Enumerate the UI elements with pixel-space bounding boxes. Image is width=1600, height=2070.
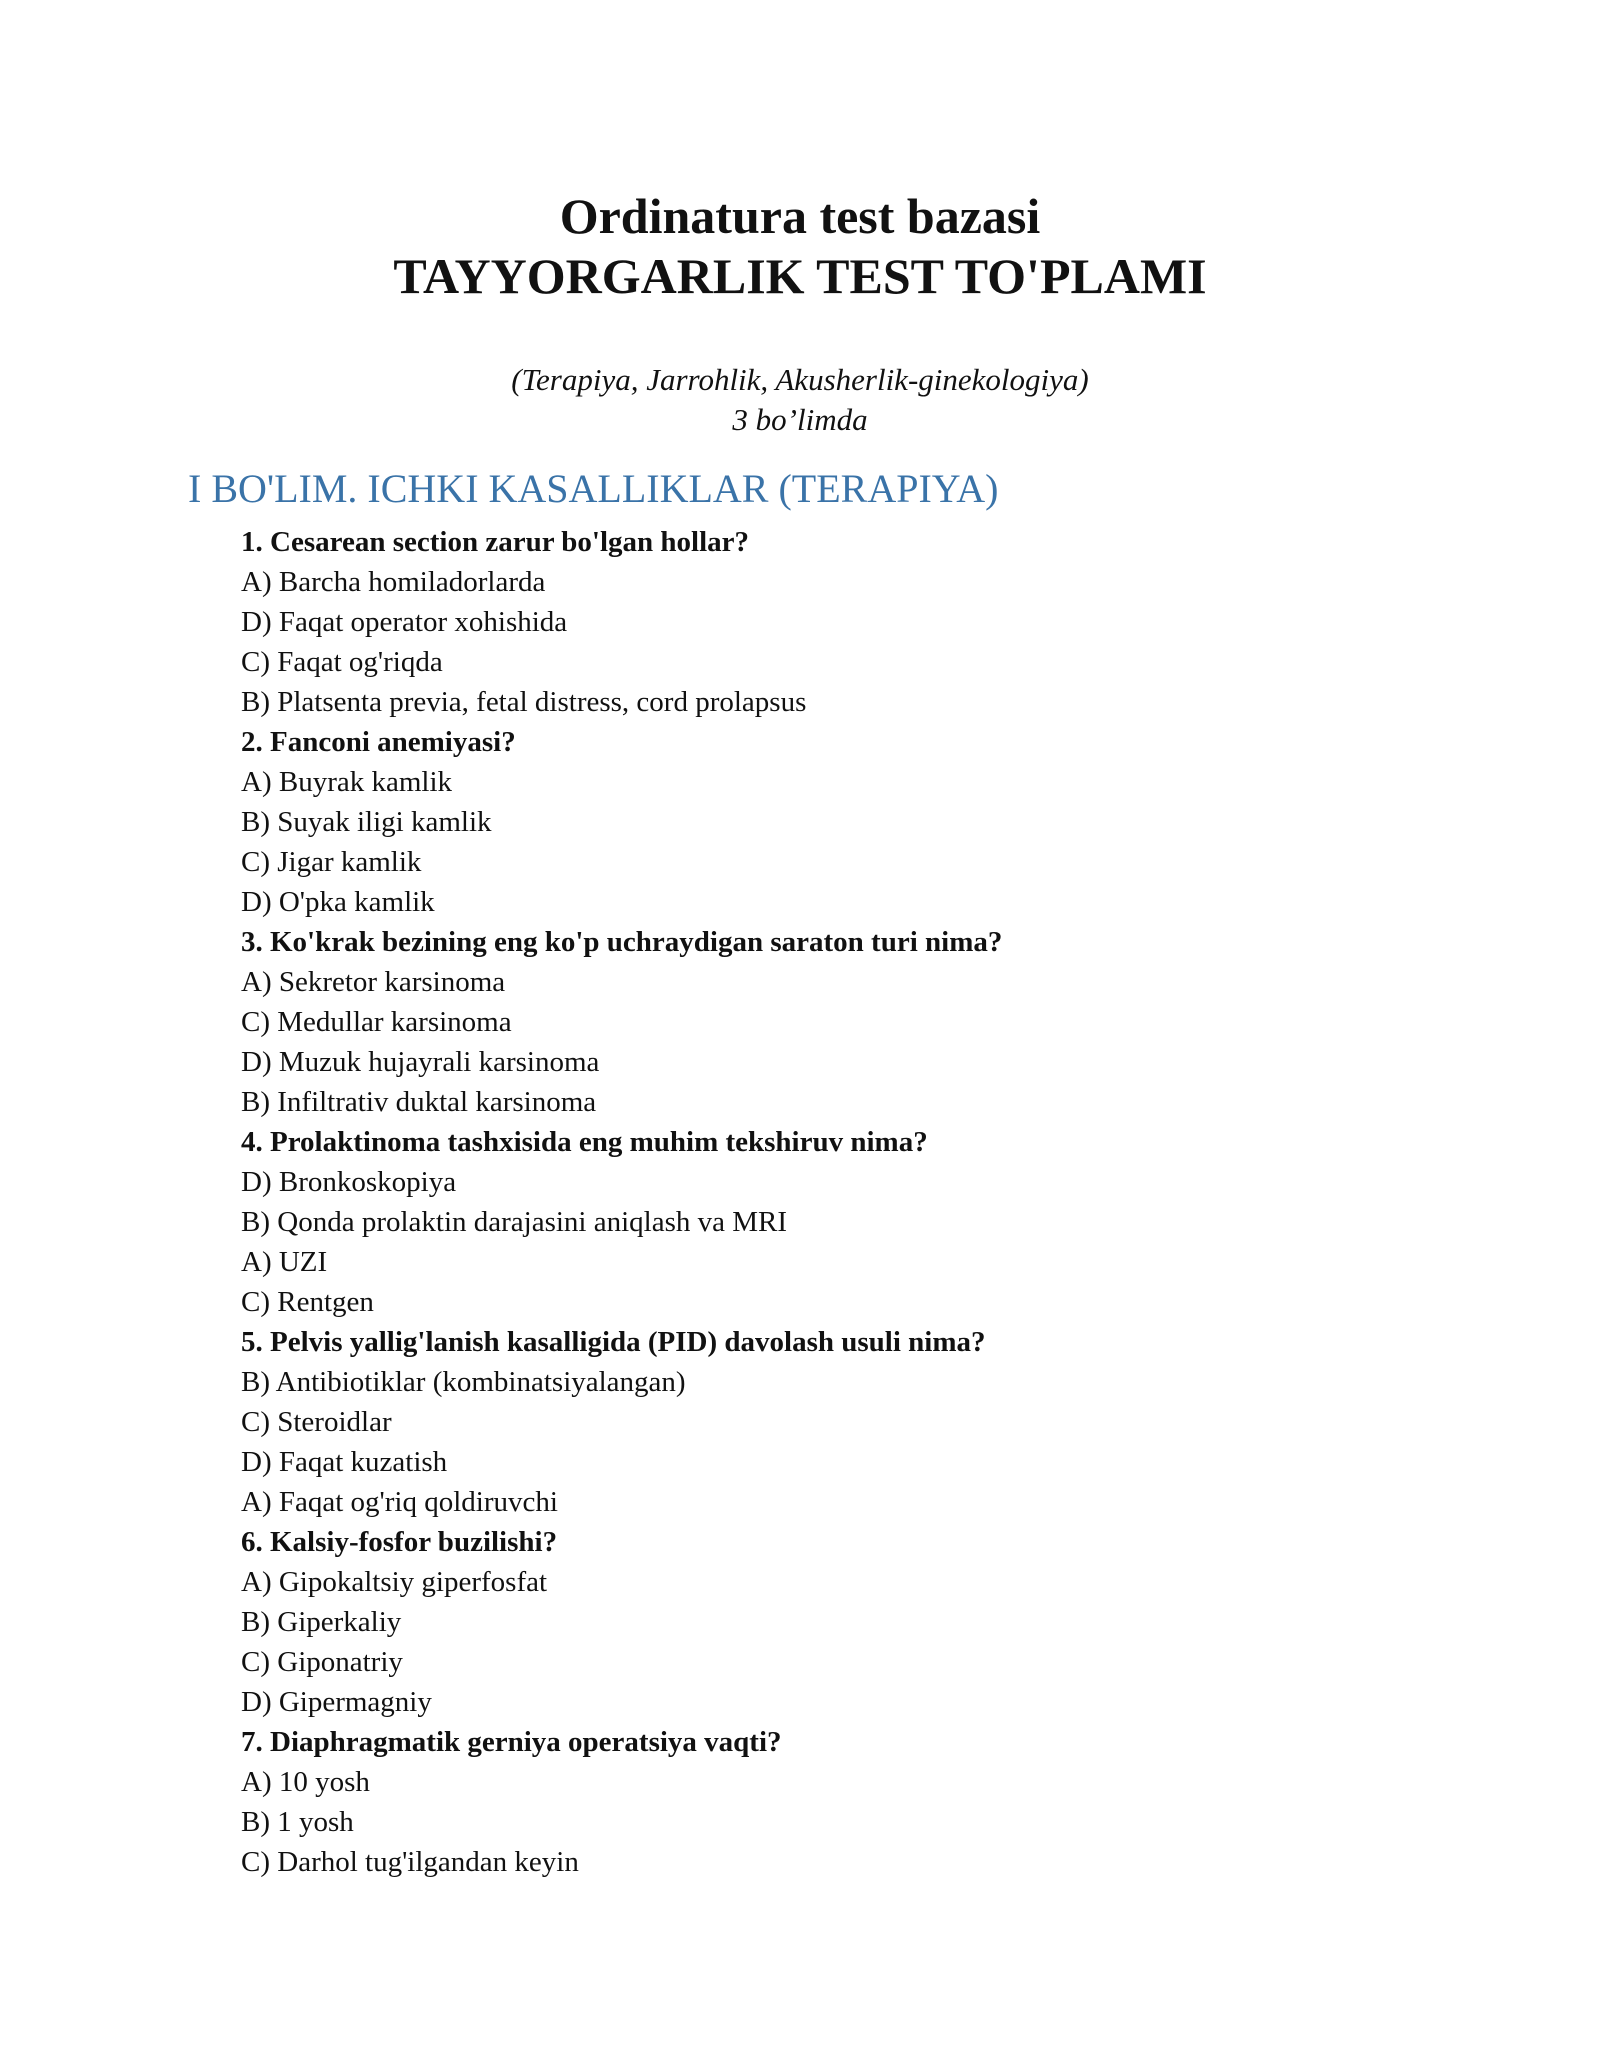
question-7: [241, 1722, 1441, 1882]
answer-option: D) Bronkoskopiya: [241, 1166, 457, 1198]
question-1: [241, 522, 1441, 722]
question-text: 5. Pelvis yallig'lanish kasalligida (PID) davolash usuli nima?: [241, 1326, 986, 1358]
section-heading: I BO'LIM. ICHKI KASALLIKLAR (TERAPIYA): [188, 466, 999, 511]
title-line-1: Ordinatura test bazasi: [559, 188, 1041, 244]
answer-option: C) Medullar karsinoma: [241, 1006, 512, 1038]
answer-option: A) UZI: [241, 1246, 328, 1278]
answer-option: A) Barcha homiladorlarda: [241, 566, 546, 598]
question-3: [241, 922, 1441, 1122]
subtitle-line-2: 3 bo’limda: [732, 402, 868, 437]
answer-option: C) Darhol tug'ilgandan keyin: [241, 1846, 579, 1878]
answer-option: B) Antibiotiklar (kombinatsiyalangan): [241, 1366, 686, 1398]
question-4: [241, 1122, 1441, 1322]
answer-option: A) Sekretor karsinoma: [241, 966, 506, 998]
question-text: 7. Diaphragmatik gerniya operatsiya vaqti?: [241, 1726, 782, 1758]
answer-option: B) 1 yosh: [241, 1806, 354, 1838]
question-text: 3. Ko'krak bezining eng ko'p uchraydigan saraton turi nima?: [241, 926, 1003, 958]
question-2: [241, 722, 1441, 922]
question-text: 1. Cesarean section zarur bo'lgan hollar?: [241, 526, 750, 558]
answer-option: B) Qonda prolaktin darajasini aniqlash va MRI: [241, 1206, 788, 1238]
question-text: 2. Fanconi anemiyasi?: [241, 726, 516, 758]
answer-option: D) Faqat kuzatish: [241, 1446, 448, 1478]
question-text: 6. Kalsiy-fosfor buzilishi?: [241, 1526, 558, 1558]
answer-option: B) Suyak iligi kamlik: [241, 806, 492, 838]
answer-option: A) Gipokaltsiy giperfosfat: [241, 1566, 548, 1598]
answer-option: A) 10 yosh: [241, 1766, 370, 1798]
answer-option: D) Faqat operator xohishida: [241, 606, 568, 638]
answer-option: C) Jigar kamlik: [241, 846, 422, 878]
document-subtitle: [0, 360, 1600, 440]
answer-option: C) Rentgen: [241, 1286, 374, 1318]
question-6: [241, 1522, 1441, 1722]
answer-option: C) Giponatriy: [241, 1646, 403, 1678]
question-list: [241, 522, 1441, 1882]
answer-option: C) Faqat og'riqda: [241, 646, 443, 678]
answer-option: B) Platsenta previa, fetal distress, cord prolapsus: [241, 686, 807, 718]
answer-option: D) Gipermagniy: [241, 1686, 432, 1718]
answer-option: B) Giperkaliy: [241, 1606, 402, 1638]
answer-option: D) Muzuk hujayrali karsinoma: [241, 1046, 600, 1078]
answer-option: C) Steroidlar: [241, 1406, 392, 1438]
question-5: [241, 1322, 1441, 1522]
answer-option: A) Buyrak kamlik: [241, 766, 453, 798]
answer-option: D) O'pka kamlik: [241, 886, 435, 918]
document-title: [0, 186, 1600, 306]
answer-option: A) Faqat og'riq qoldiruvchi: [241, 1486, 558, 1518]
question-text: 4. Prolaktinoma tashxisida eng muhim tekshiruv nima?: [241, 1126, 928, 1158]
title-line-2: TAYYORGARLIK TEST TO'PLAMI: [393, 248, 1207, 304]
subtitle-line-1: (Terapiya, Jarrohlik, Akusherlik-ginekologiya): [511, 362, 1089, 397]
answer-option: B) Infiltrativ duktal karsinoma: [241, 1086, 597, 1118]
